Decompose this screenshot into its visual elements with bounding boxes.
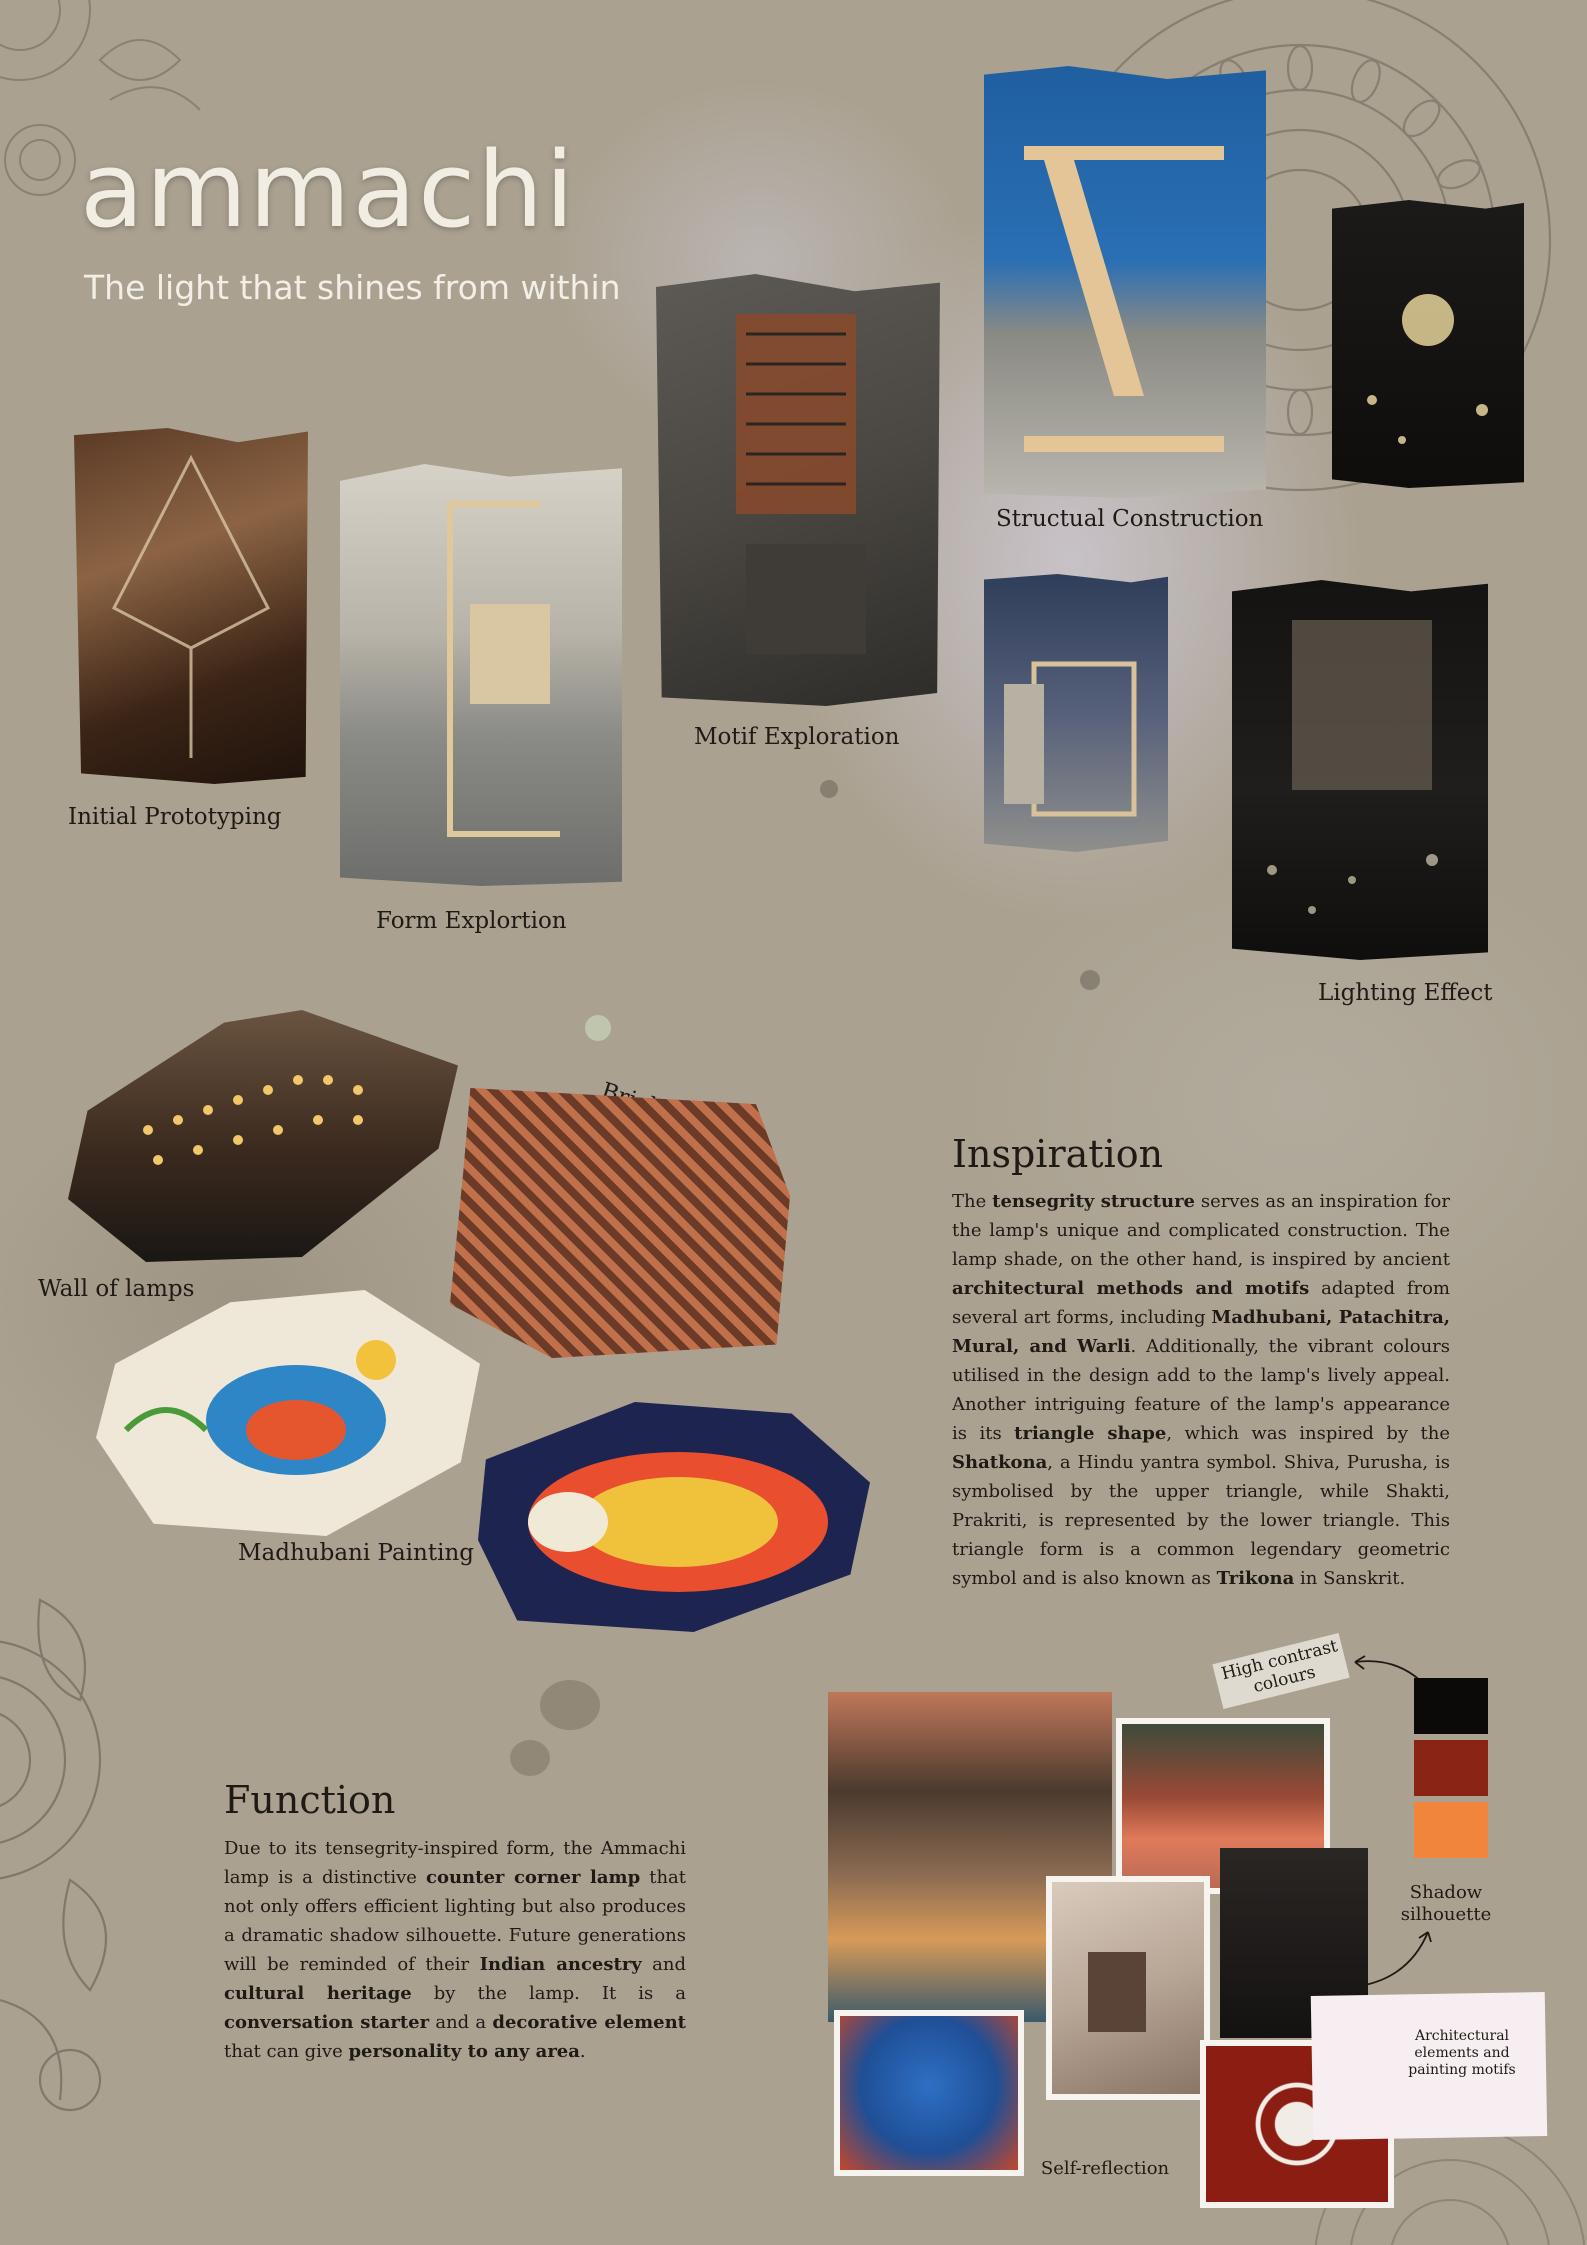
function-text-segment: by the lamp. It is a bbox=[411, 1983, 686, 2004]
moodboard-photo-kali-painting bbox=[834, 2010, 1024, 2176]
photo-madhubani-bird bbox=[96, 1290, 480, 1536]
function-text-segment: that can give bbox=[224, 2041, 349, 2062]
mandala-petal bbox=[1288, 390, 1312, 434]
color-swatch-red bbox=[1414, 1740, 1488, 1796]
function-text-segment: decorative element bbox=[492, 2012, 687, 2033]
function-text-segment: cultural heritage bbox=[224, 1983, 412, 2004]
function-text-segment: conversation starter bbox=[224, 2012, 430, 2033]
inspiration-text-segment: tensegrity structure bbox=[992, 1191, 1196, 1212]
mandala-ornament-bottom-left bbox=[0, 1520, 220, 2140]
shadow-silhouette-label: Shadow silhouette bbox=[1400, 1882, 1492, 1925]
paint-splatter bbox=[510, 1740, 550, 1776]
paint-splatter bbox=[540, 1680, 600, 1730]
inspiration-text-segment: The bbox=[952, 1191, 993, 1212]
function-text-segment: . bbox=[579, 2041, 586, 2062]
brand-tagline: The light that shines from within bbox=[84, 268, 621, 307]
function-paragraph bbox=[224, 1834, 686, 2066]
inspiration-text-segment: Madhubani, Patachitra, Mural, and Warli bbox=[952, 1307, 1450, 1357]
caption-lighting-effect: Lighting Effect bbox=[1318, 980, 1493, 1006]
self-reflection-label: Self-reflection bbox=[1040, 2158, 1170, 2179]
caption-wall-of-lamps: Wall of lamps bbox=[38, 1276, 195, 1302]
architectural-label: Architectural elements and painting motifs bbox=[1408, 2028, 1516, 2078]
color-swatch-orange bbox=[1414, 1802, 1488, 1858]
caption-motif-exploration: Motif Exploration bbox=[694, 724, 900, 750]
arrow-icon bbox=[1360, 1920, 1440, 1990]
inspiration-text-segment: Shatkona bbox=[952, 1452, 1048, 1473]
function-text-segment: and bbox=[641, 1954, 687, 1975]
high-contrast-label: High contrast colours bbox=[1219, 1636, 1340, 1698]
caption-form-exploration: Form Explortion bbox=[376, 908, 567, 934]
inspiration-text-segment: triangle shape bbox=[1014, 1423, 1167, 1444]
photo-motif-exploration bbox=[656, 274, 940, 706]
inspiration-text-segment: , which was inspired by the bbox=[1166, 1423, 1451, 1444]
brand-title: ammachi bbox=[80, 129, 577, 251]
function-text-segment: personality to any area bbox=[348, 2041, 580, 2062]
inspiration-text-segment: , a Hindu yantra symbol. Shiva, Purusha, is symbolised by the upper triangle, while Shakti, Prakriti, is represented by the lower triangle. This triangle form is a common legendary geometric symbol and is also known as bbox=[952, 1452, 1450, 1589]
photo-lighting-effect bbox=[1232, 580, 1488, 960]
photo-form-exploration bbox=[340, 464, 622, 886]
photo-lamp-frame bbox=[984, 574, 1168, 852]
inspiration-paragraph bbox=[952, 1187, 1450, 1593]
mandala-petal bbox=[1288, 46, 1312, 90]
paint-splatter bbox=[1080, 970, 1100, 990]
caption-madhubani-painting: Madhubani Painting bbox=[238, 1540, 474, 1566]
paint-splatter bbox=[585, 1015, 611, 1041]
inspiration-text-segment: . Additionally, the vibrant colours utilised in the design add to the lamp's lively appeal. Another intriguing feature of the lamp's appearance is its bbox=[952, 1336, 1451, 1444]
inspiration-heading: Inspiration bbox=[952, 1132, 1164, 1176]
function-heading: Function bbox=[224, 1778, 396, 1822]
function-text-segment: and a bbox=[429, 2012, 493, 2033]
inspiration-text-segment: in Sanskrit. bbox=[1294, 1568, 1406, 1589]
photo-wall-of-lamps bbox=[68, 1010, 458, 1262]
inspiration-text-segment: architectural methods and motifs bbox=[952, 1278, 1310, 1299]
photo-brick-jalli bbox=[450, 1088, 790, 1358]
function-text-segment: that not only offers efficient lighting but also produces a dramatic shadow silhouette. Future generations will be reminded of their bbox=[224, 1867, 687, 1975]
photo-initial-prototyping bbox=[74, 428, 308, 784]
photo-madhubani-fish bbox=[478, 1402, 870, 1632]
function-text-segment: Indian ancestry bbox=[479, 1954, 642, 1975]
function-text-segment: Due to its tensegrity-inspired form, the Ammachi lamp is a distinctive bbox=[224, 1838, 686, 1888]
color-swatch-black bbox=[1414, 1678, 1488, 1734]
caption-structural-construction: Structual Construction bbox=[996, 506, 1264, 532]
moodboard-photo-book bbox=[1046, 1876, 1210, 2100]
caption-initial-prototyping: Initial Prototyping bbox=[68, 804, 282, 830]
paint-splatter bbox=[820, 780, 838, 798]
inspiration-text-segment: adapted from several art forms, including bbox=[952, 1278, 1450, 1328]
inspiration-text-segment: Trikona bbox=[1216, 1568, 1295, 1589]
function-text-segment: counter corner lamp bbox=[425, 1867, 641, 1888]
photo-structural-construction bbox=[984, 66, 1266, 498]
inspiration-text-segment: serves as an inspiration for the lamp's unique and complicated construction. The lamp shade, on the other hand, is inspired by ancient bbox=[952, 1191, 1450, 1270]
photo-lighting-night bbox=[1332, 200, 1524, 488]
